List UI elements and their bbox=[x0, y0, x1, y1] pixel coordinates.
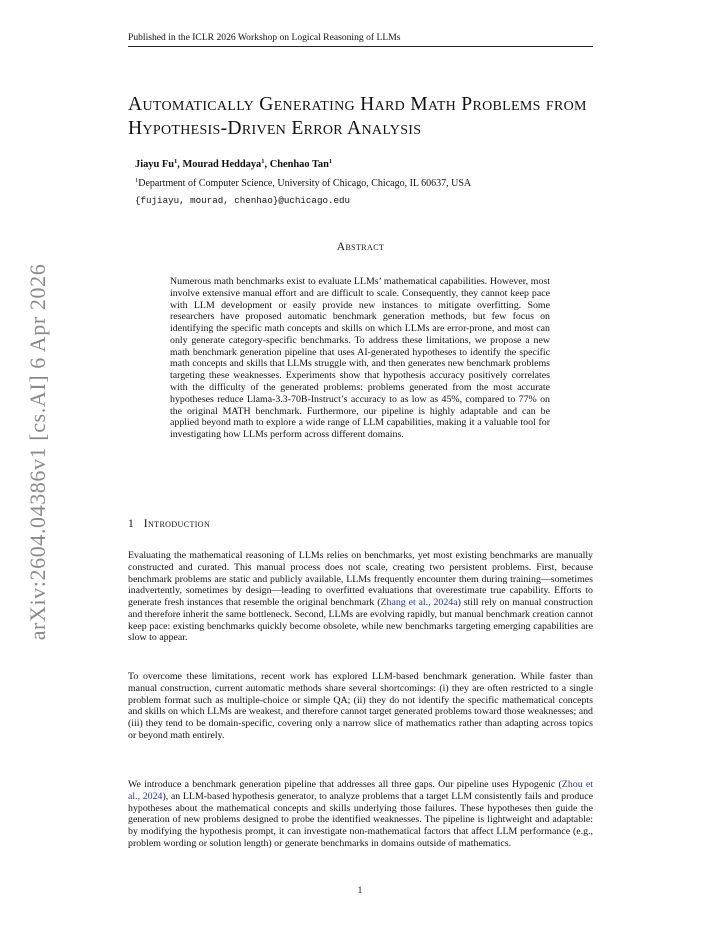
section-heading bbox=[128, 518, 210, 530]
intro-paragraph bbox=[128, 550, 593, 644]
affiliation-text: Department of Computer Science, University of Chicago, Chicago, IL 60637, USA bbox=[138, 178, 472, 189]
paragraph-text: We introduce a benchmark generation pipeline that addresses all three gaps. Our pipeline uses Hypogenic ( bbox=[128, 779, 562, 790]
affiliation-mark: 1 bbox=[135, 177, 139, 184]
author-list bbox=[135, 159, 332, 170]
intro-paragraph bbox=[128, 779, 593, 850]
author-emails: {fujiayu, mourad, chenhao}@uchicago.edu bbox=[135, 195, 351, 206]
running-head: Published in the ICLR 2026 Workshop on Logical Reasoning of LLMs bbox=[128, 32, 593, 47]
paragraph-text: Evaluating the mathematical reasoning of LLMs relies on benchmarks, yet most existing benchmarks are manually constructed and curated. This manual process does not scale, creating two persistent problems. First, because benchmark problems are static and publicly available, LLMs frequently encounter them during training—sometimes inadvertently, sometimes by design—leading to overfitted evaluations that overestimate true capability. Efforts to generate fresh instances that resemble the original benchmark ( bbox=[128, 550, 593, 609]
section-number: 1 bbox=[128, 518, 134, 530]
paragraph-text: ), an LLM-based hypothesis generator, to analyze problems that a target LLM consistently fails and produce hypotheses about the mathematical concepts and skills underlying those failures. These hypotheses then guide the generation of new problems designed to probe the identified weaknesses. The pipeline is lightweight and adaptable: by modifying the hypothesis prompt, it can investigate non-mathematical factors that affect LLM performance (e.g., problem wording or solution length) or generate benchmarks in domains outside of mathematics. bbox=[128, 790, 593, 849]
affiliation-mark: 1 bbox=[173, 158, 178, 165]
author-name: Chenhao Tan bbox=[269, 159, 329, 170]
arxiv-stamp-text: arXiv:2604.04386v1 [cs.AI] 6 Apr 2026 bbox=[25, 263, 50, 641]
author-name: Jiayu Fu bbox=[135, 159, 174, 170]
author-separator: , bbox=[264, 159, 270, 170]
abstract-heading: Abstract bbox=[336, 241, 385, 253]
citation-link[interactable]: Zhang et al., 2024a bbox=[380, 597, 458, 609]
abstract-body: Numerous math benchmarks exist to evaluate LLMs’ mathematical capabilities. However, most involve extensive manual effort and are difficult to scale. Consequently, they cannot keep pace with LLM development or easily provide new instances to mitigate overfitting. Some researchers have proposed automatic benchmark generation methods, but few focus on identifying the specific math concepts and skills on which LLMs are error-prone, and most can only generate category-specific benchmarks. To address these limitations, we propose a new math benchmark generation pipeline that uses AI-generated hypotheses to identify the specific math concepts and skills that LLMs struggle with, and then generates new benchmark problems targeting these weaknesses. Experiments show that hypothesis accuracy positively correlates with the difficulty of the generated problems: problems generated from the most accurate hypotheses reduce Llama-3.3-70B-Instruct’s accuracy to as low as 45%, compared to 77% on the original MATH benchmark. Furthermore, our pipeline is highly adaptable and can be applied beyond math to explore a wide range of LLM capabilities, making it a valuable tool for investigating how LLMs perform across different domains. bbox=[170, 276, 550, 441]
affiliation-mark: 1 bbox=[261, 158, 265, 165]
affiliation-mark: 1 bbox=[328, 158, 333, 165]
citation-link[interactable]: Zhou et al., 2024 bbox=[128, 779, 593, 802]
affiliation bbox=[135, 178, 471, 189]
arxiv-stamp bbox=[22, 263, 54, 641]
paper-title: Automatically Generating Hard Math Problems from Hypothesis-Driven Error Analysis bbox=[128, 94, 587, 139]
section-title: Introduction bbox=[143, 518, 211, 530]
author-name: Mourad Heddaya bbox=[182, 159, 262, 170]
intro-paragraph: To overcome these limitations, recent work has explored LLM-based benchmark generation. While faster than manual construction, current automatic methods share several shortcomings: (i) they are often restricted to a single problem format such as multiple-choice or simple QA; (ii) they do not identify the specific mathematical concepts and skills on which LLMs are weakest, and therefore cannot target generated problems toward those weaknesses; and (iii) they tend to be domain-specific, covering only a narrow slice of mathematics rather than adapting across topics or beyond math entirely. bbox=[128, 671, 593, 741]
page-number: 1 bbox=[357, 885, 363, 896]
paragraph-text: ) still rely on manual construction and therefore inherit the same bottleneck. Second, LLMs are evolving rapidly, but manual benchmark creation cannot keep pace: existing benchmarks quickly become obsolete, while new benchmarks targeting emerging capabilities are slow to appear. bbox=[128, 597, 593, 644]
author-separator: , bbox=[177, 159, 183, 170]
